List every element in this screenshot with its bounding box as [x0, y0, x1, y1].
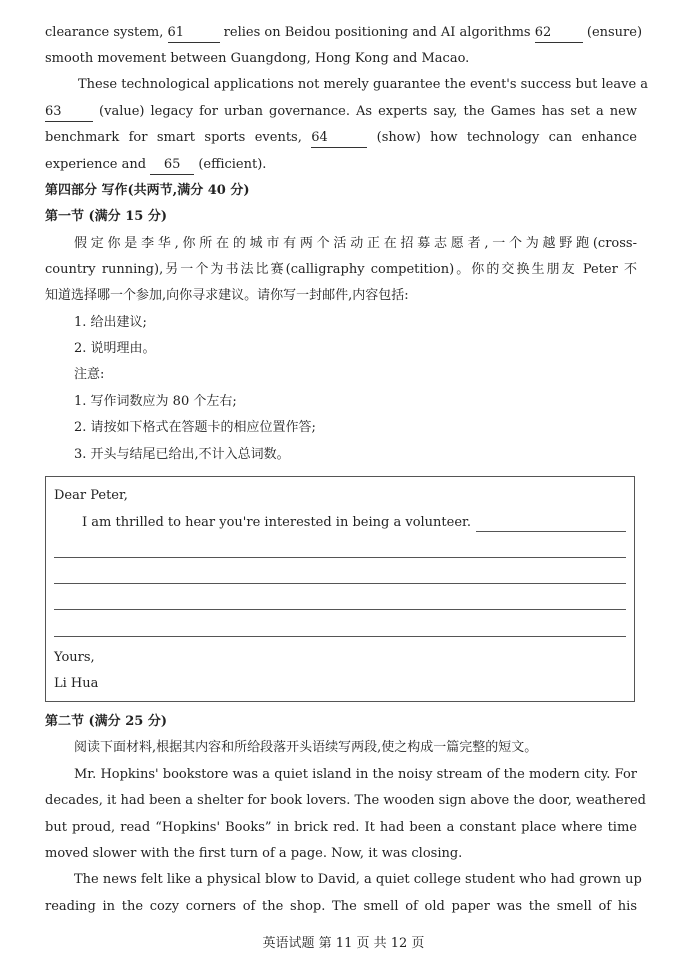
- writing-line-2[interactable]: [54, 583, 626, 584]
- writing-line-4[interactable]: [54, 636, 626, 637]
- passage-line-4: 63 (value) legacy for urban governance. As experts say, the Games has set a new: [45, 103, 637, 122]
- writing-line-3[interactable]: [54, 609, 626, 610]
- story-line-3: but proud, read “Hopkins' Books” in brick red. It had been a constant place where time: [45, 820, 637, 835]
- blank-62[interactable]: 62: [535, 24, 583, 43]
- prompt-line-1: 假定你是李华,你所在的城市有两个活动正在招募志愿者,一个为越野跑(cross-: [74, 236, 637, 251]
- passage-line-1: clearance system, 61 relies on Beidou positioning and AI algorithms 62 (ensure): [45, 24, 637, 43]
- passage-line-3: These technological applications not merely guarantee the event's success but leave a: [78, 77, 649, 92]
- letter-greeting: Dear Peter,: [54, 488, 128, 503]
- note-1: 1. 写作词数应为 80 个左右;: [74, 394, 237, 409]
- part4-heading: 第四部分 写作(共两节,满分 40 分): [45, 183, 250, 198]
- note-label: 注意:: [74, 367, 105, 382]
- letter-opening: I am thrilled to hear you're interested in being a volunteer.: [82, 515, 471, 530]
- section2-heading: 第二节 (满分 25 分): [45, 714, 167, 729]
- prompt-line-3: 知道选择哪一个参加,向你寻求建议。请你写一封邮件,内容包括:: [45, 288, 409, 303]
- letter-closing: Yours,: [54, 650, 95, 665]
- note-3: 3. 开头与结尾已给出,不计入总词数。: [74, 447, 290, 462]
- passage-line-6: experience and 65 (efficient).: [45, 156, 637, 175]
- writing-line-0[interactable]: [476, 531, 626, 532]
- blank-65[interactable]: 65: [150, 156, 194, 175]
- section1-heading: 第一节 (满分 15 分): [45, 209, 167, 224]
- letter-answer-box[interactable]: [45, 476, 635, 702]
- note-2: 2. 请按如下格式在答题卡的相应位置作答;: [74, 420, 316, 435]
- requirement-2: 2. 说明理由。: [74, 341, 156, 356]
- blank-61[interactable]: 61: [168, 24, 220, 43]
- blank-64[interactable]: 64: [311, 129, 367, 148]
- passage-line-2: smooth movement between Guangdong, Hong Kong and Macao.: [45, 51, 470, 66]
- story-line-4: moved slower with the first turn of a page. Now, it was closing.: [45, 846, 463, 861]
- story-line-6: reading in the cozy corners of the shop. The smell of old paper was the smell of his: [45, 899, 637, 914]
- blank-63[interactable]: 63: [45, 103, 93, 122]
- writing-line-1[interactable]: [54, 557, 626, 558]
- story-line-5: The news felt like a physical blow to David, a quiet college student who had grown up: [74, 872, 642, 887]
- story-line-2: decades, it had been a shelter for book lovers. The wooden sign above the door, weathered: [45, 793, 646, 808]
- section2-instruction: 阅读下面材料,根据其内容和所给段落开头语续写两段,使之构成一篇完整的短文。: [74, 740, 538, 755]
- passage-line-5: benchmark for smart sports events, 64 (show) how technology can enhance: [45, 129, 637, 148]
- prompt-line-2: country running),另一个为书法比赛(calligraphy competition)。你的交换生朋友 Peter 不: [45, 262, 637, 277]
- requirement-1: 1. 给出建议;: [74, 315, 147, 330]
- letter-signature: Li Hua: [54, 676, 99, 691]
- page-footer: 英语试题 第 11 页 共 12 页: [262, 936, 425, 951]
- story-line-1: Mr. Hopkins' bookstore was a quiet island in the noisy stream of the modern city. For: [74, 767, 637, 782]
